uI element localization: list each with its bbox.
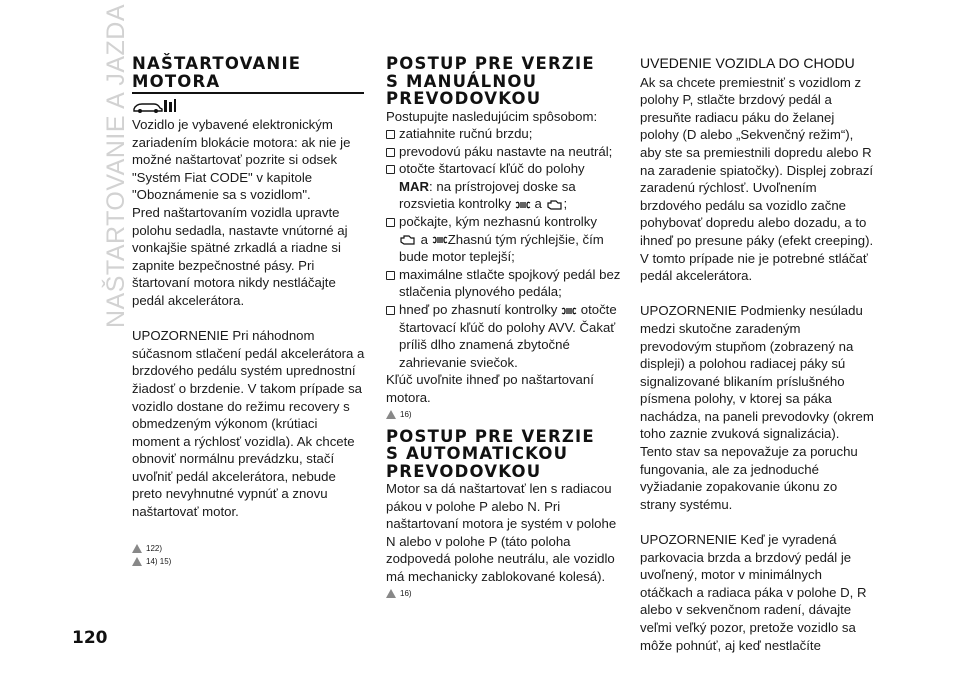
heading-start-engine: NAŠTARTOVANIE MOTORA — [132, 54, 302, 91]
chapter-title-text: NAŠTARTOVANIE A JAZDA — [102, 3, 130, 328]
step-handbrake: zatiahnite ručnú brzdu; — [386, 125, 621, 143]
step-neutral: prevodovú páku nastavte na neutrál; — [386, 143, 621, 161]
column-2 — [386, 55, 621, 599]
heading-vehicle-moving: UVEDENIE VOZIDLA DO CHODU — [640, 55, 855, 71]
heading-automatic-gearbox: POSTUP PRE VERZIE S AUTOMATICKOU PREVODOVKOU — [386, 426, 595, 481]
engine-check-icon — [399, 234, 417, 246]
note-pedals: UPOZORNENIE Pri náhodnom súčasnom stlačení pedál akcelerátora a brzdového pedálu systém uprednostní žiadosť o brzdenie. V takom prípade sa vozidlo dostane do režimu recovery s obmedzeným výkonom (krútiaci moment a rýchlosť vozidla). Ak chcete obnoviť normálnu prevádzku, stačí uvoľniť pedál akcelerátora, nebude preto nevyhnutné vypnúť a znovu naštartovať motor. — [132, 328, 365, 520]
side-chapter-title — [70, 3, 130, 330]
heading-rule — [132, 92, 364, 94]
para-immobilizer: Vozidlo je vybavené elektronickým zariadením blokácie motora: ak nie je možné naštartovať pozrite si odsek "Systém Fiat CODE" v kapitole "Oboznámenie sa s vozidlom". — [132, 117, 351, 203]
warning-triangle-icon — [386, 410, 396, 419]
note-parking-brake: UPOZORNENIE Keď je vyradená parkovacia brzda a brzdový pedál je uvoľnený, motor v minimálnych otáčkach a radiaca páka v polohe D, R alebo v sekvenčnom radení, dávajte veľmi veľký pozor, pretože vozidlo sa môže pohnúť, aj keď nestlačíte — [640, 532, 867, 653]
warning-triangle-icon — [386, 589, 396, 598]
release-key: Kľúč uvoľnite ihneď po naštartovaní motora. — [386, 372, 594, 405]
column-1 — [132, 55, 367, 567]
glow-plug-icon — [515, 200, 531, 210]
engine-check-icon — [546, 199, 564, 211]
warning-ref-4: 16) — [386, 588, 621, 599]
warning-ref-1: 122) — [132, 543, 367, 554]
car-key-icon — [132, 98, 367, 116]
para-moving: Ak sa chcete premiestniť s vozidlom z polohy P, stlačte brzdový pedál a presuňte radiacu páku do želanej polohy (D alebo „Sekvenčný režim“), aby ste sa premiestnili dopredu alebo R na zaradenie spiatočky). Displej zobrazí zaradenú rýchlosť. Uvoľnením brzdového pedálu sa vozidlo začne pohybovať dopredu alebo dozadu, a to ihneď po presune páky (efekt creeping). V tomto prípade nie je potrebné stláčať pedál akcelerátora. — [640, 74, 874, 284]
warning-ref-2: 14) 15) — [132, 556, 367, 567]
glow-plug-icon — [561, 306, 577, 316]
para-before-start: Pred naštartovaním vozidla upravte polohu sedadla, nastavte vnútorné aj vonkajšie spätné zrkadlá a riadne si zapnite bezpečnostné pásy. Pri štartovaní motora nikdy nestláčajte pedál akcelerátora. — [132, 204, 348, 308]
para-automatic: Motor sa dá naštartovať len s radiacou pákou v polohe P alebo N. Pri naštartovaní motora je systém v polohe N alebo v polohe P (táto poloha zodpovedá polohe neutrálu, ale vozidlo má mechanicky zablokované kolesá). — [386, 481, 617, 585]
glow-plug-icon — [432, 235, 448, 245]
warning-triangle-icon — [132, 557, 142, 566]
step-clutch: maximálne stlačte spojkový pedál bez stlačenia plynového pedála; — [386, 266, 621, 301]
column-3 — [640, 55, 875, 654]
warning-ref-3: 16) — [386, 409, 621, 420]
procedure-intro: Postupujte nasledujúcim spôsobom: — [386, 108, 598, 124]
page-number: 120 — [72, 628, 108, 648]
step-key-mar: otočte štartovací kľúč do polohy MAR: na prístrojovej doske sa rozsvietia kontrolky a ; — [386, 160, 621, 213]
note-gear-mismatch: UPOZORNENIE Podmienky nesúladu medzi skutočne zaradeným prevodovým stupňom (zobrazený na displeji) a polohou radiacej páky sú signalizované blikaním príslušného písmena polohy, v ktorej sa páka nachádza, na paneli prevodovky (okrem toho zaznie zvuková signalizácia). Tento stav sa nepovažuje za poruchu fungovania, ale za jednoduché vyžiadanie zopakovanie úkonu zo strany systému. — [640, 303, 874, 512]
step-start: hneď po zhasnutí kontrolky otočte štartovací kľúč do polohy AVV. Čakať príliš dlho znamená zbytočné zahrievanie sviečok. — [386, 301, 621, 371]
heading-manual-gearbox: POSTUP PRE VERZIE S MANUÁLNOU PREVODOVKOU — [386, 54, 595, 108]
warning-triangle-icon — [132, 544, 142, 553]
step-wait-lights: počkajte, kým nezhasnú kontrolky a Zhasnú tým rýchlejšie, čím bude motor teplejší; — [386, 213, 621, 266]
